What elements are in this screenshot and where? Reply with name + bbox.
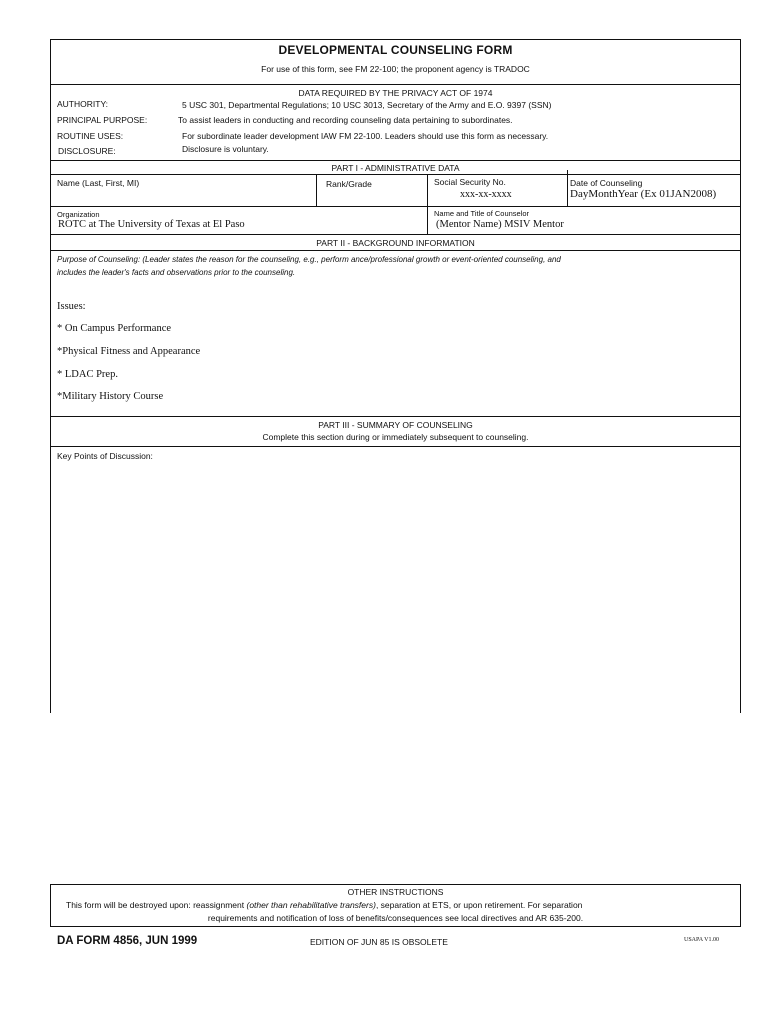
routine-uses-text: For subordinate leader development IAW FM 22-100. Leaders should use this form as necessary. [182,131,549,141]
counselor-field[interactable]: (Mentor Name) MSIV Mentor [436,219,564,230]
counselor-label: Name and Title of Counselor [434,209,530,218]
key-points-field[interactable] [56,464,736,709]
part2-heading: PART II - BACKGROUND INFORMATION [316,238,475,248]
version-note: USAPA V1.00 [684,937,720,943]
divider [427,174,428,234]
divider [50,206,741,207]
other-instructions-line2: requirements and notification of loss of benefits/consequences see local directives and AR 635-200. [207,913,584,923]
name-field[interactable] [57,190,312,204]
divider [50,234,741,235]
issue-item: *Military History Course [57,391,164,402]
rank-field[interactable] [320,190,424,204]
purpose-instructions-line1: Purpose of Counseling: (Leader states the reason for the counseling, e.g., perform ance/professional growth or event-oriented counseling, and [57,255,561,264]
part3-heading: PART III - SUMMARY OF COUNSELING [318,420,473,430]
organization-label: Organization [57,210,100,219]
issues-label: Issues: [57,301,86,312]
disclosure-label: DISCLOSURE: [58,146,116,156]
disclosure-text: Disclosure is voluntary. [182,144,269,154]
other-instructions-line1 [66,900,582,910]
principal-purpose-label: PRINCIPAL PURPOSE: [57,115,148,125]
ssn-field[interactable]: xxx-xx-xxxx [460,189,512,200]
key-points-label: Key Points of Discussion: [57,451,153,461]
edition-note: EDITION OF JUN 85 IS OBSOLETE [310,937,448,947]
name-label: Name (Last, First, MI) [57,178,140,188]
principal-purpose-text: To assist leaders in conducting and recording counseling data pertaining to subordinates. [178,115,513,125]
divider [50,446,741,447]
privacy-heading: DATA REQUIRED BY THE PRIVACY ACT OF 1974 [298,88,493,98]
issue-item: *Physical Fitness and Appearance [57,346,201,357]
organization-field[interactable]: ROTC at The University of Texas at El Paso [58,219,245,230]
authority-label: AUTHORITY: [57,99,109,109]
other-instructions-text: , separation at ETS, or upon retirement. For separation [375,900,583,910]
issue-item: * LDAC Prep. [57,369,118,380]
divider [50,84,741,85]
divider [50,250,741,251]
divider [50,416,741,417]
part1-heading: PART I - ADMINISTRATIVE DATA [331,163,460,173]
date-field[interactable]: DayMonthYear (Ex 01JAN2008) [570,188,717,200]
form-id: DA FORM 4856, JUN 1999 [57,935,198,947]
form-title: DEVELOPMENTAL COUNSELING FORM [278,43,513,57]
other-instructions-text: This form will be destroyed upon: reassignment [66,900,247,910]
authority-text: 5 USC 301, Departmental Regulations; 10 USC 3013, Secretary of the Army and E.O. 9397 (SSN) [182,100,552,110]
divider [50,160,741,161]
ssn-label: Social Security No. [434,177,506,187]
issue-item: * On Campus Performance [57,323,172,334]
rank-label: Rank/Grade [326,179,372,189]
date-label: Date of Counseling [570,178,643,188]
other-instructions-heading: OTHER INSTRUCTIONS [347,887,444,897]
divider [567,170,568,207]
routine-uses-label: ROUTINE USES: [57,131,124,141]
form-subtitle: For use of this form, see FM 22-100; the proponent agency is TRADOC [261,64,530,74]
divider [316,174,317,207]
purpose-instructions-line2: includes the leader's facts and observations prior to the counseling. [57,268,296,277]
other-instructions-italic: (other than rehabilitative transfers) [246,900,376,910]
divider [50,174,741,175]
part3-subheading: Complete this section during or immediately subsequent to counseling. [262,432,529,442]
